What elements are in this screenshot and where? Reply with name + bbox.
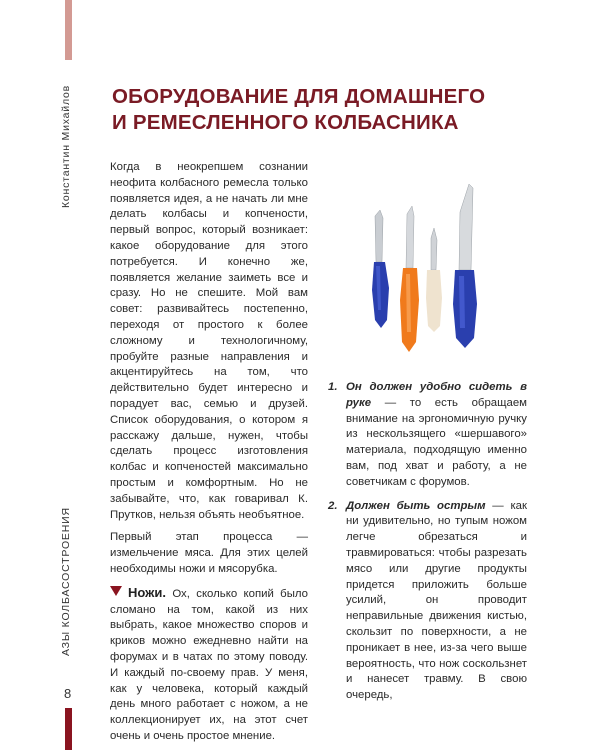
list-item-text: — как ни удивительно, но тупым ножом легче обрезаться и травмироваться: чтобы разрезать мясо или другие продукты придется приложить больше усилий, он проводит неправильные движения кистью, скользит по поверхности, а не проникает в нее, из-за чего выше вероятность, что нож соскользнет и нанесет травму. В свою очередь, (346, 499, 527, 702)
title-line-1: ОБОРУДОВАНИЕ ДЛЯ ДОМАШНЕГО (112, 85, 486, 108)
list-item-text: — то есть обращаем внимание на эргономичную ручку из нескользящего «шершавого» материала, подходящую именно вам, под хват и работу, а не советчикам с форумов. (346, 396, 527, 488)
intro-paragraph: Когда в неокрепшем сознании неофита колбасного ремесла только появляется идея, а не начать ли мне делать колбасы и копчености, первый вопрос, который возникает: какое оборудование для этого потребуется. И конечно же, появляется желание заиметь все и сразу. Но не спешите. Мой вам совет: развивайтесь постепенно, переходя от простого к более сложному и технологичному, пробуйте разные направления и акцентируйтесь на том, что действительно будет интересно и порадует вас, семью и друзей. Список оборудования, о котором я расскажу дальше, нужен, чтобы сделать процесс изготовления колбас и копченостей максимально простым и комфортным. Но не забывайте, что, как говаривал К. Прутков, нельзя объять необъятное. (110, 161, 308, 521)
running-section-title: АЗЫ КОЛБАСОСТРОЕНИЯ (60, 507, 72, 656)
knives-heading: Ножи. (128, 584, 166, 600)
list-item-number: 2. (328, 499, 338, 512)
list-item-lead: Он должен удобно сидеть в руке (346, 381, 527, 409)
knives-text: Ох, сколько копий было сломано на том, какой из них выбрать, какое множество споров и криков можно ежедневно найти на форумах и в чатах по этому поводу. И каждый по-своему прав. У меня, как у человека, который каждый день много работает с ножом, а не коллекционирует их, на этот счет очень и очень простое мнение. (110, 587, 308, 742)
knives-paragraph (110, 585, 308, 745)
page-title (112, 84, 552, 136)
triangle-bullet-icon (110, 586, 122, 596)
title-line-2: И РЕМЕСЛЕННОГО КОЛБАСНИКА (112, 111, 459, 134)
list-item-lead: Должен быть острым (346, 499, 486, 512)
knife-blue-large-icon (453, 184, 477, 348)
first-stage-paragraph: Первый этап процесса — измельчение мяса. Для этих целей необходимы ножи и мясорубка. (110, 531, 308, 575)
bottom-accent-bar (65, 708, 72, 750)
list-item (330, 499, 527, 704)
running-author: Константин Михайлов (60, 84, 72, 208)
page-number: 8 (64, 686, 72, 701)
right-column (330, 380, 527, 712)
list-item-number: 1. (328, 381, 338, 393)
knife-blue-small-icon (372, 210, 389, 328)
left-column (110, 160, 308, 752)
knife-criteria-list (330, 380, 527, 704)
knife-beige-icon (426, 228, 442, 332)
knife-orange-icon (400, 206, 419, 352)
top-accent-bar (65, 0, 72, 60)
list-item (330, 380, 527, 491)
knives-photo (345, 170, 525, 360)
